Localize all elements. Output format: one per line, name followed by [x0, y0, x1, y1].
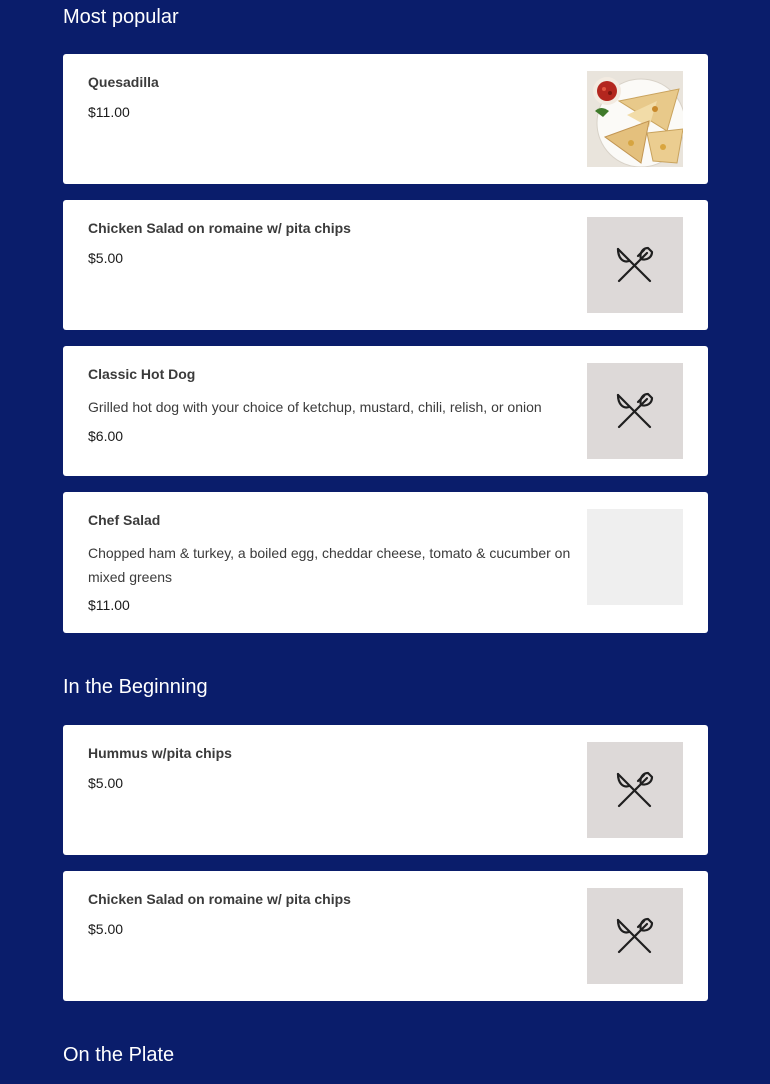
menu-item-price: $5.00	[88, 921, 124, 937]
quesadilla-image	[587, 71, 683, 167]
image-placeholder	[587, 888, 683, 984]
menu-item-card-hummus[interactable]	[63, 725, 708, 855]
menu-item-price: $11.00	[88, 104, 130, 120]
quesadilla-photo	[587, 71, 683, 167]
menu-item-card-chef-salad[interactable]	[63, 492, 708, 633]
section-title-most-popular: Most popular	[63, 6, 179, 28]
menu-item-description: Grilled hot dog with your choice of ketchup, mustard, chili, relish, or onion	[88, 399, 542, 415]
menu-item-price: $6.00	[88, 428, 124, 444]
image-placeholder	[587, 217, 683, 313]
menu-item-card-quesadilla[interactable]	[63, 54, 708, 184]
section-title-in-the-beginning: In the Beginning	[63, 676, 208, 698]
image-placeholder	[587, 742, 683, 838]
menu-item-name: Hummus w/pita chips	[88, 745, 232, 761]
utensils-icon	[614, 244, 656, 286]
image-placeholder-blank	[587, 509, 683, 605]
menu-item-name: Chicken Salad on romaine w/ pita chips	[88, 220, 351, 236]
menu-item-name: Classic Hot Dog	[88, 366, 196, 382]
menu-item-name: Quesadilla	[88, 74, 159, 90]
menu-item-name: Chef Salad	[88, 512, 161, 528]
section-title-on-the-plate: On the Plate	[63, 1044, 175, 1066]
menu-item-price: $5.00	[88, 250, 124, 266]
menu-item-card-classic-hot-dog[interactable]	[63, 346, 708, 476]
menu-item-name: Chicken Salad on romaine w/ pita chips	[88, 891, 351, 907]
image-placeholder	[587, 363, 683, 459]
utensils-icon	[614, 915, 656, 957]
menu-item-price: $11.00	[88, 597, 130, 613]
menu-item-card-chicken-salad[interactable]	[63, 871, 708, 1001]
menu-item-description: Chopped ham & turkey, a boiled egg, cheddar cheese, tomato & cucumber on mixed greens	[88, 545, 571, 585]
menu-item-price: $5.00	[88, 775, 124, 791]
menu-item-card-chicken-salad[interactable]	[63, 200, 708, 330]
utensils-icon	[614, 769, 656, 811]
utensils-icon	[614, 390, 656, 432]
